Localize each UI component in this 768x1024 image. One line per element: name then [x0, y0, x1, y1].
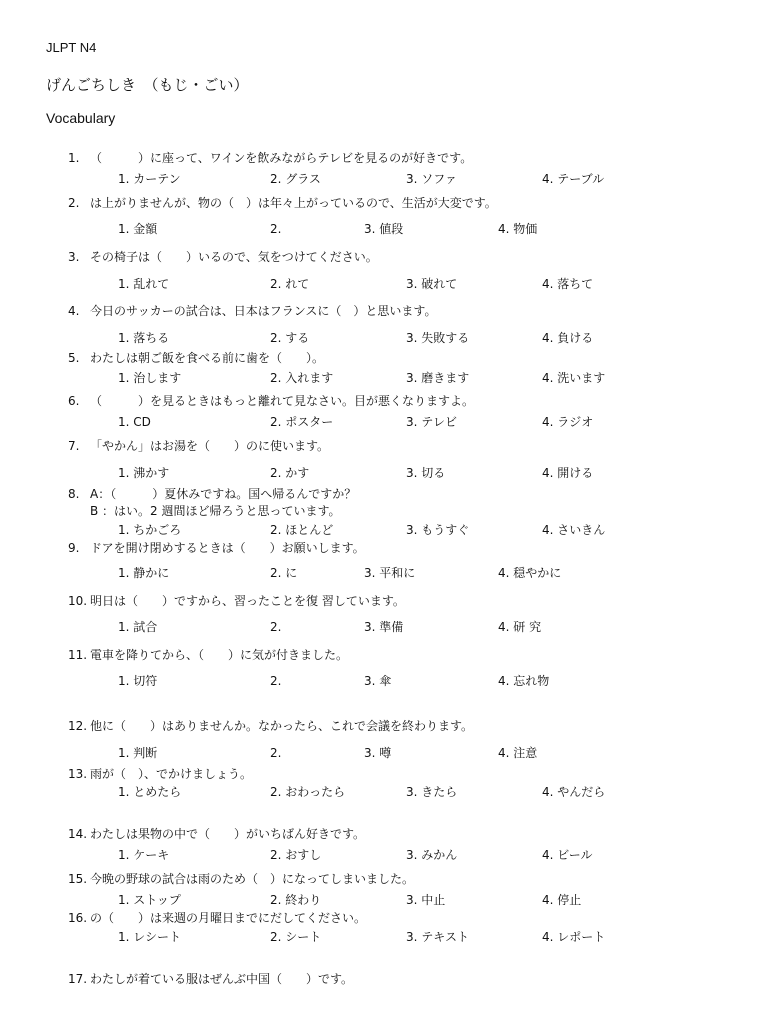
option-4[interactable]: 4. やんだら	[542, 785, 606, 799]
question-8-line-2: B ：はい。2 週間ほど帰ろうと思っています。	[90, 504, 341, 518]
question-number: 8.	[68, 487, 80, 501]
option-3[interactable]: 3. テキスト	[406, 930, 470, 944]
question-12	[68, 718, 473, 734]
question-7	[68, 438, 329, 454]
question-number: 10.	[68, 594, 88, 608]
option-1[interactable]: 1. ちかごろ	[118, 523, 182, 537]
option-2[interactable]: 2. グラス	[270, 172, 321, 186]
option-2[interactable]: 2. おすし	[270, 848, 322, 862]
option-1[interactable]: 1. 静かに	[118, 566, 170, 580]
question-15	[68, 871, 414, 887]
option-4[interactable]: 4. 研 究	[498, 620, 542, 634]
option-2[interactable]: 2.	[270, 620, 282, 634]
option-3[interactable]: 3. 噂	[364, 746, 392, 760]
question-number: 3.	[68, 250, 80, 264]
option-1[interactable]: 1. 判断	[118, 746, 158, 760]
question-number: 7.	[68, 439, 80, 453]
option-1[interactable]: 1. 試合	[118, 620, 158, 634]
option-4[interactable]: 4. 忘れ物	[498, 674, 550, 688]
question-text: 今日のサッカーの試合は、日本はフランスに（ ）と思います。	[90, 304, 437, 318]
option-3[interactable]: 3. 磨きます	[406, 371, 470, 385]
question-5	[68, 350, 324, 366]
option-2[interactable]: 2. ポスター	[270, 415, 334, 429]
option-2[interactable]: 2. おわったら	[270, 785, 346, 799]
options-15	[118, 892, 678, 908]
option-4[interactable]: 4. さいきん	[542, 523, 606, 537]
option-2[interactable]: 2. れて	[270, 277, 310, 291]
question-4	[68, 303, 436, 319]
option-1[interactable]: 1. 切符	[118, 674, 158, 688]
option-1[interactable]: 1. ストップ	[118, 893, 181, 907]
option-2[interactable]: 2. に	[270, 566, 298, 580]
question-14	[68, 826, 365, 842]
question-number: 1.	[68, 151, 80, 165]
question-text: 他に（ ）はありませんか。なかったら、これで会議を終わります。	[90, 719, 474, 733]
question-number: 9.	[68, 541, 80, 555]
option-1[interactable]: 1. とめたら	[118, 785, 182, 799]
option-2[interactable]: 2. 終わり	[270, 893, 322, 907]
question-9	[68, 540, 365, 556]
option-3[interactable]: 3. テレビ	[406, 415, 458, 429]
question-2	[68, 195, 497, 211]
question-number: 4.	[68, 304, 80, 318]
question-11	[68, 647, 348, 663]
option-3[interactable]: 3. 破れて	[406, 277, 458, 291]
options-3	[118, 276, 678, 292]
option-1[interactable]: 1. 金額	[118, 222, 158, 236]
option-4[interactable]: 4. 開ける	[542, 466, 594, 480]
options-13	[118, 784, 678, 800]
question-number: 17.	[68, 972, 88, 986]
question-text: わたしは朝ご飯を食べる前に歯を（ ）。	[90, 351, 325, 365]
question-number: 11.	[68, 648, 88, 662]
question-text: 雨が（ ）、でかけましょう。	[90, 767, 253, 781]
option-1[interactable]: 1. 治します	[118, 371, 182, 385]
option-1[interactable]: 1. レシート	[118, 930, 181, 944]
option-1[interactable]: 1. 乱れて	[118, 277, 170, 291]
options-6	[118, 414, 678, 430]
question-16	[68, 910, 366, 926]
question-text: 電車を降りてから、（ ）に気が付きました。	[90, 648, 349, 662]
option-4[interactable]: 4. ビール	[542, 848, 593, 862]
option-1[interactable]: 1. ケーキ	[118, 848, 170, 862]
options-12	[118, 745, 678, 761]
option-1[interactable]: 1. 沸かす	[118, 466, 170, 480]
question-number: 6.	[68, 394, 80, 408]
test-subtitle: げんごちしき （もじ・ごい）	[46, 76, 249, 94]
question-6	[68, 393, 474, 409]
question-text: わたしが着ている服はぜんぶ中国（ ）です。	[90, 972, 354, 986]
option-4[interactable]: 4. 穏やかに	[498, 566, 562, 580]
question-number: 12.	[68, 719, 88, 733]
options-14	[118, 847, 678, 863]
question-text: は上がりませんが、物の（ ）は年々上がっているので、生活が大変です。	[90, 196, 497, 210]
level-label: JLPT N4	[46, 40, 97, 55]
option-3[interactable]: 3. きたら	[406, 785, 458, 799]
question-text: わたしは果物の中で（ ）がいちばん好きです。	[90, 827, 366, 841]
options-7	[118, 465, 678, 481]
option-2[interactable]: 2.	[270, 674, 282, 688]
option-3[interactable]: 3. 値段	[364, 222, 404, 236]
question-number: 5.	[68, 351, 80, 365]
question-text: （ ）を見るときはもっと離れて見なさい。目が悪くなりますよ。	[90, 394, 475, 408]
options-4	[118, 330, 678, 346]
question-text: （ ）に座って、ワインを飲みながらテレビを見るのが好きです。	[90, 151, 473, 165]
option-4[interactable]: 4. テーブル	[542, 172, 605, 186]
options-16	[118, 929, 678, 945]
option-4[interactable]: 4. 注意	[498, 746, 538, 760]
option-1[interactable]: 1. 落ちる	[118, 331, 170, 345]
question-10	[68, 593, 405, 609]
question-text: 明日は（ ）ですから、習ったことを復 習しています。	[90, 594, 405, 608]
option-3[interactable]: 3. 切る	[406, 466, 446, 480]
option-2[interactable]: 2.	[270, 746, 282, 760]
options-1	[118, 171, 678, 187]
options-5	[118, 370, 678, 386]
option-3[interactable]: 3. 失敗する	[406, 331, 470, 345]
question-13	[68, 766, 252, 782]
option-2[interactable]: 2. かす	[270, 466, 310, 480]
question-number: 13.	[68, 767, 88, 781]
option-2[interactable]: 2.	[270, 222, 282, 236]
question-number: 15.	[68, 872, 88, 886]
options-10	[118, 619, 678, 635]
option-4[interactable]: 4. レポート	[542, 930, 606, 944]
option-4[interactable]: 4. 洗います	[542, 371, 606, 385]
option-3[interactable]: 3. もうすぐ	[406, 523, 470, 537]
options-11	[118, 673, 678, 689]
option-4[interactable]: 4. 停止	[542, 893, 582, 907]
options-9	[118, 565, 678, 581]
question-8	[68, 486, 356, 502]
question-1	[68, 150, 472, 166]
option-2[interactable]: 2. シート	[270, 930, 322, 944]
option-2[interactable]: 2. する	[270, 331, 310, 345]
options-8	[118, 522, 678, 538]
option-3[interactable]: 3. 準備	[364, 620, 404, 634]
question-text: の（ ）は来週の月曜日までにだしてください。	[90, 911, 367, 925]
option-2[interactable]: 2. 入れます	[270, 371, 334, 385]
option-4[interactable]: 4. 落ちて	[542, 277, 594, 291]
option-1[interactable]: 1. CD	[118, 415, 151, 429]
options-2	[118, 221, 678, 237]
option-3[interactable]: 3. みかん	[406, 848, 458, 862]
option-3[interactable]: 3. ソファ	[406, 172, 458, 186]
question-text: その椅子は（ ）いるので、気をつけてください。	[90, 250, 378, 264]
option-1[interactable]: 1. カーテン	[118, 172, 181, 186]
question-number: 14.	[68, 827, 88, 841]
question-3	[68, 249, 378, 265]
question-number: 16.	[68, 911, 88, 925]
question-text: 「やかん」はお湯を（ ）のに使います。	[90, 439, 330, 453]
option-4[interactable]: 4. 負ける	[542, 331, 594, 345]
question-text: ドアを開け閉めするときは（ ）お願いします。	[90, 541, 365, 555]
option-3[interactable]: 3. 平和に	[364, 566, 416, 580]
section-title: Vocabulary	[46, 110, 116, 126]
option-4[interactable]: 4. ラジオ	[542, 415, 594, 429]
option-4[interactable]: 4. 物価	[498, 222, 538, 236]
question-number: 2.	[68, 196, 80, 210]
option-2[interactable]: 2. ほとんど	[270, 523, 334, 537]
option-3[interactable]: 3. 傘	[364, 674, 392, 688]
option-3[interactable]: 3. 中止	[406, 893, 446, 907]
question-text: 今晩の野球の試合は雨のため（ ）になってしまいました。	[90, 872, 415, 886]
question-17	[68, 971, 353, 987]
question-text: A：（ ）夏休みですね。国へ帰るんですか？	[90, 487, 357, 501]
